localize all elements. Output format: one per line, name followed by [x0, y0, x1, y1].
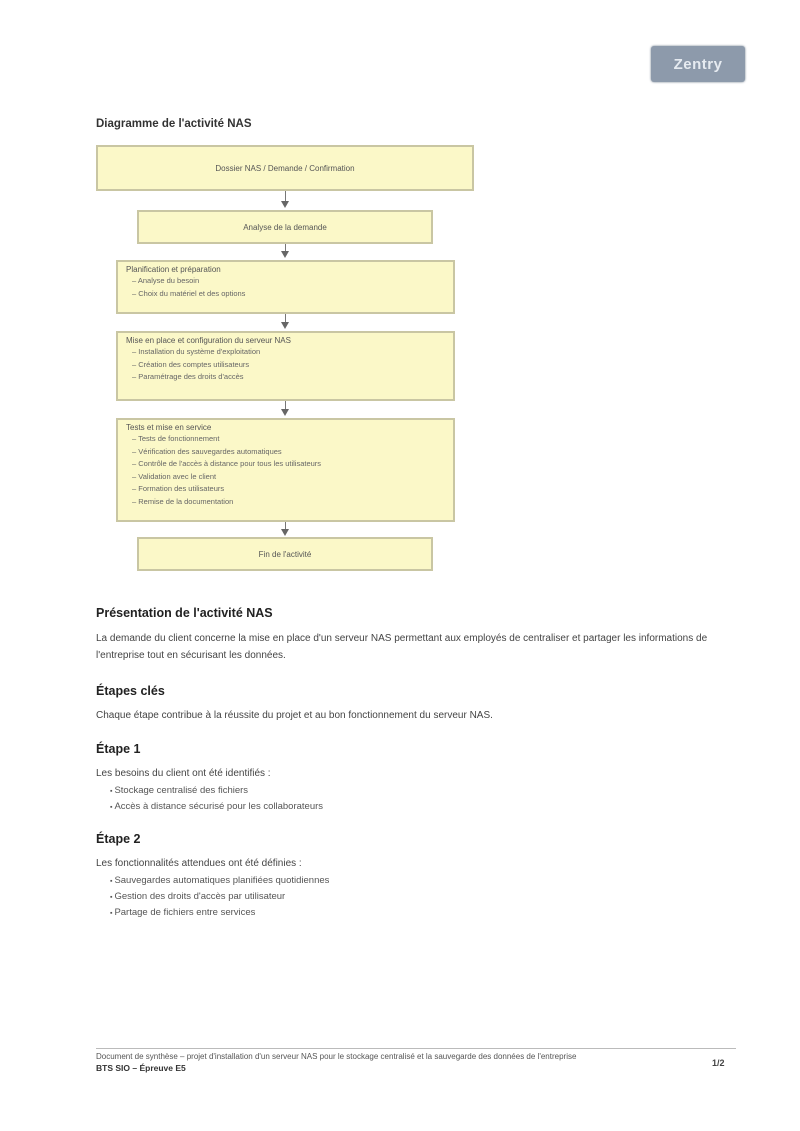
list-item: – Vérification des sauvegardes automatiques — [132, 446, 453, 459]
list-item: – Remise de la documentation — [132, 496, 453, 509]
flow-box-tests-head: Tests et mise en service — [126, 423, 212, 432]
list-item: – Paramétrage des droits d'accès — [132, 371, 453, 384]
list-item: – Formation des utilisateurs — [132, 483, 453, 496]
step1-list — [110, 783, 323, 815]
arrow-icon — [281, 251, 289, 258]
list-item: ▪ Accès à distance sécurisé pour les collaborateurs — [110, 799, 323, 815]
section-title-step1: Étape 1 — [96, 742, 141, 756]
footer-line2: BTS SIO – Épreuve E5 — [96, 1063, 186, 1073]
step2-intro: Les fonctionnalités attendues ont été définies : — [96, 858, 302, 869]
footer-text — [96, 1052, 696, 1073]
flow-box-planning — [116, 260, 455, 314]
connector — [285, 522, 286, 529]
connector — [285, 244, 286, 251]
arrow-icon — [281, 409, 289, 416]
footer-line1: Document de synthèse – projet d'installation d'un serveur NAS pour le stockage centralisé et la sauvegarde des données de l'entreprise — [96, 1052, 577, 1061]
flow-box-configuration-head: Mise en place et configuration du serveur NAS — [126, 336, 291, 345]
flow-box-start — [96, 145, 474, 191]
list-item: – Analyse du besoin — [132, 275, 453, 288]
connector — [285, 401, 286, 409]
connector — [285, 314, 286, 322]
flow-box-analysis — [137, 210, 433, 244]
step2-list — [110, 873, 329, 921]
brand-badge: Zentry — [651, 46, 745, 82]
list-item: ▪ Sauvegardes automatiques planifiées quotidiennes — [110, 873, 329, 889]
list-item: – Validation avec le client — [132, 471, 453, 484]
list-item: – Création des comptes utilisateurs — [132, 359, 453, 372]
steps-paragraph: Chaque étape contribue à la réussite du projet et au bon fonctionnement du serveur NAS. — [96, 710, 493, 721]
flow-box-configuration — [116, 331, 455, 401]
arrow-icon — [281, 201, 289, 208]
list-item: – Tests de fonctionnement — [132, 433, 453, 446]
flow-box-planning-head: Planification et préparation — [126, 265, 221, 274]
flow-box-analysis-label: Analyse de la demande — [243, 222, 327, 232]
intro-paragraph: La demande du client concerne la mise en place d'un serveur NAS permettant aux employés de centraliser et partager les informations de l'entreprise tout en sécurisant les données. — [96, 633, 708, 661]
diagram-title: Diagramme de l'activité NAS — [96, 118, 252, 130]
list-item: ▪ Stockage centralisé des fichiers — [110, 783, 323, 799]
section-title-intro: Présentation de l'activité NAS — [96, 606, 273, 620]
flow-box-tests — [116, 418, 455, 522]
connector — [285, 191, 286, 201]
step1-intro: Les besoins du client ont été identifiés : — [96, 768, 271, 779]
section-title-steps: Étapes clés — [96, 684, 165, 698]
flow-box-end-label: Fin de l'activité — [258, 549, 312, 559]
list-item: ▪ Gestion des droits d'accès par utilisateur — [110, 889, 329, 905]
arrow-icon — [281, 322, 289, 329]
arrow-icon — [281, 529, 289, 536]
list-item: – Installation du système d'exploitation — [132, 346, 453, 359]
list-item: – Contrôle de l'accès à distance pour tous les utilisateurs — [132, 458, 453, 471]
list-item: – Choix du matériel et des options — [132, 288, 453, 301]
section-title-step2: Étape 2 — [96, 832, 141, 846]
footer-divider — [96, 1048, 736, 1049]
list-item: ▪ Partage de fichiers entre services — [110, 905, 329, 921]
flow-box-end — [137, 537, 433, 571]
page-number: 1/2 — [712, 1058, 725, 1068]
flow-box-start-label: Dossier NAS / Demande / Confirmation — [215, 163, 355, 173]
